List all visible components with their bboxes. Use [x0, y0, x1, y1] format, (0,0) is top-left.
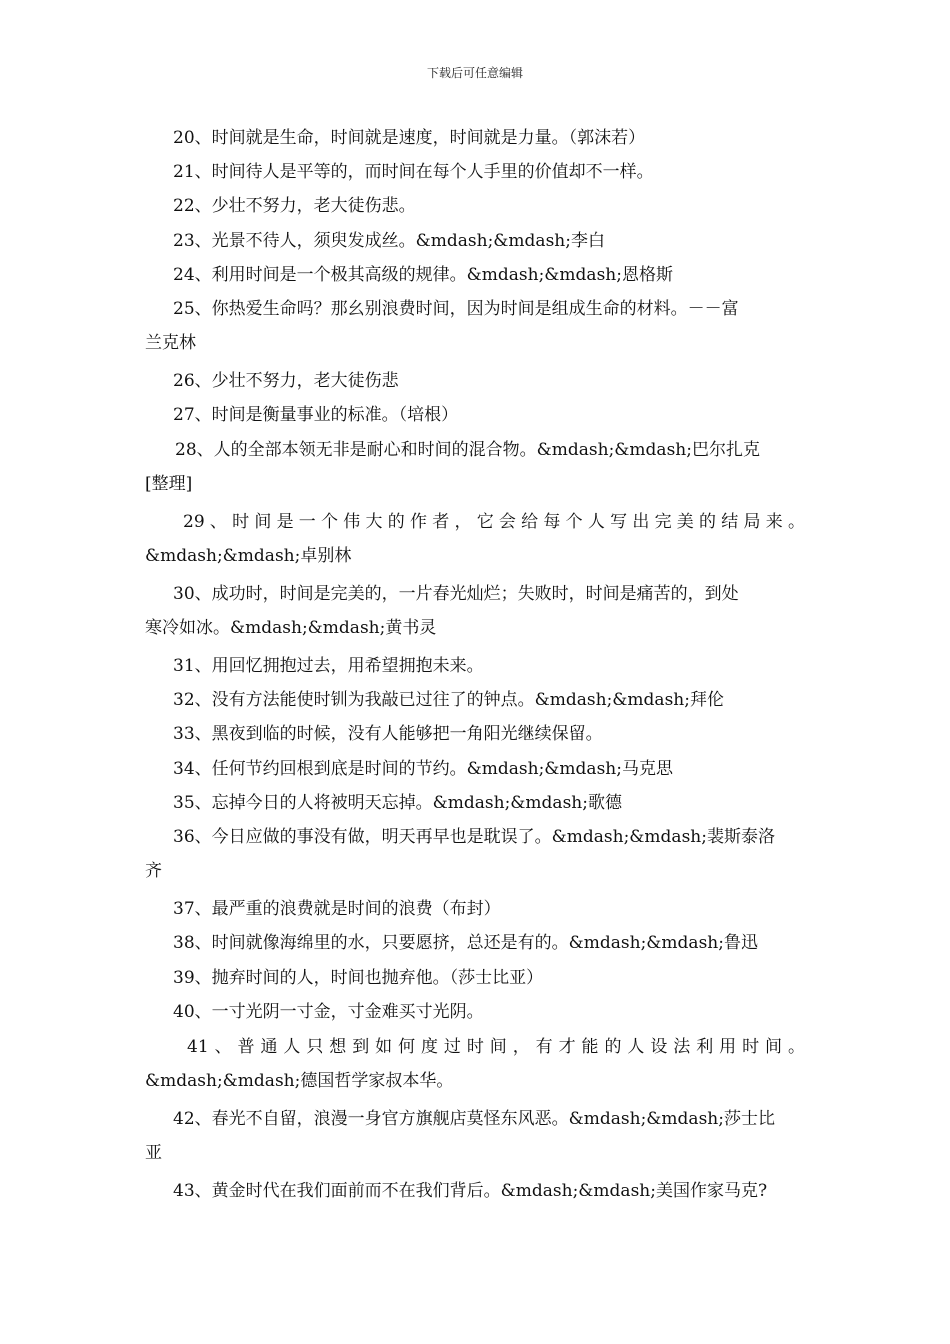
quote-42	[145, 1102, 805, 1170]
quote-line: 40、一寸光阴一寸金，寸金难买寸光阴。	[173, 1002, 484, 1022]
quote-line: 26、少壮不努力，老大徒伤悲	[173, 371, 399, 391]
quote-line: 32、没有方法能使时钏为我敲已过往了的钟点。&mdash;&mdash;拜伦	[173, 690, 724, 710]
quote-35	[145, 786, 805, 820]
page-header: 下载后可任意编辑	[426, 66, 523, 80]
quote-38	[145, 926, 805, 960]
quote-29	[145, 505, 805, 573]
quote-line: 22、少壮不努力，老大徒伤悲。	[173, 196, 416, 216]
quote-20	[145, 121, 805, 155]
quote-line: 33、黑夜到临的时候，没有人能够把一角阳光继续保留。	[173, 724, 603, 744]
quote-30	[145, 577, 805, 645]
quote-line: 28、人的全部本领无非是耐心和时间的混合物。&mdash;&mdash;巴尔扎克	[175, 440, 760, 460]
quote-line-continued: &mdash;&mdash;卓别林	[145, 546, 352, 566]
quote-24	[145, 258, 805, 292]
quote-line: 42、春光不自留，浪漫一身官方旗舰店莫怪东风恶。&mdash;&mdash;莎士比	[173, 1109, 775, 1129]
quote-line: 27、时间是衡量事业的标准。（培根）	[173, 405, 459, 425]
quote-33	[145, 717, 805, 751]
quote-line-continued: 兰克林	[145, 333, 196, 353]
quote-26	[145, 364, 805, 398]
quote-line-continued: [整理]	[145, 474, 193, 494]
quote-31	[145, 649, 805, 683]
quote-34	[145, 752, 805, 786]
quote-line: 37、最严重的浪费就是时间的浪费（布封）	[173, 899, 501, 919]
quote-line-continued: &mdash;&mdash;德国哲学家叔本华。	[145, 1071, 454, 1091]
quote-line: 23、光景不待人，须臾发成丝。&mdash;&mdash;李白	[173, 231, 605, 251]
quote-line: 43、黄金时代在我们面前而不在我们背后。&mdash;&mdash;美国作家马克?	[173, 1181, 768, 1201]
quote-40	[145, 995, 805, 1029]
quote-line: 24、利用时间是一个极其高级的规律。&mdash;&mdash;恩格斯	[173, 265, 673, 285]
quote-36	[145, 820, 805, 888]
quote-28	[145, 433, 805, 501]
quote-39	[145, 961, 805, 995]
quote-21	[145, 155, 805, 189]
quote-line: 29、时间是一个伟大的作者，它会给每个人写出完美的结局来。	[183, 512, 805, 532]
quote-line: 21、时间待人是平等的，而时间在每个人手里的价值却不一样。	[173, 162, 654, 182]
quote-41	[145, 1030, 805, 1098]
quote-line: 38、时间就像海绵里的水，只要愿挤，总还是有的。&mdash;&mdash;鲁迅	[173, 933, 758, 953]
quote-23	[145, 224, 805, 258]
quote-line: 25、你热爱生命吗？那幺别浪费时间，因为时间是组成生命的材料。－－富	[173, 299, 739, 319]
quote-line: 35、忘掉今日的人将被明天忘掉。&mdash;&mdash;歌德	[173, 793, 622, 813]
quote-line-continued: 齐	[145, 861, 162, 881]
quote-line-continued: 亚	[145, 1143, 162, 1163]
quote-line: 36、今日应做的事没有做，明天再早也是耽误了。&mdash;&mdash;裴斯泰洛	[173, 827, 775, 847]
quote-22	[145, 189, 805, 223]
quote-27	[145, 398, 805, 432]
quote-37	[145, 892, 805, 926]
quote-line: 31、用回忆拥抱过去，用希望拥抱未来。	[173, 656, 484, 676]
quote-line: 41、普通人只想到如何度过时间，有才能的人设法利用时间。	[187, 1037, 805, 1057]
quote-line: 34、任何节约回根到底是时间的节约。&mdash;&mdash;马克思	[173, 759, 673, 779]
quote-line: 30、成功时，时间是完美的，一片春光灿烂；失败时，时间是痛苦的，到处	[173, 584, 739, 604]
quote-line: 20、时间就是生命，时间就是速度，时间就是力量。（郭沫若）	[173, 128, 646, 148]
quote-43	[145, 1174, 805, 1208]
quote-32	[145, 683, 805, 717]
quote-line-continued: 寒冷如冰。&mdash;&mdash;黄书灵	[145, 618, 437, 638]
quote-25	[145, 292, 805, 360]
quote-line: 39、抛弃时间的人，时间也抛弃他。（莎士比亚）	[173, 968, 544, 988]
